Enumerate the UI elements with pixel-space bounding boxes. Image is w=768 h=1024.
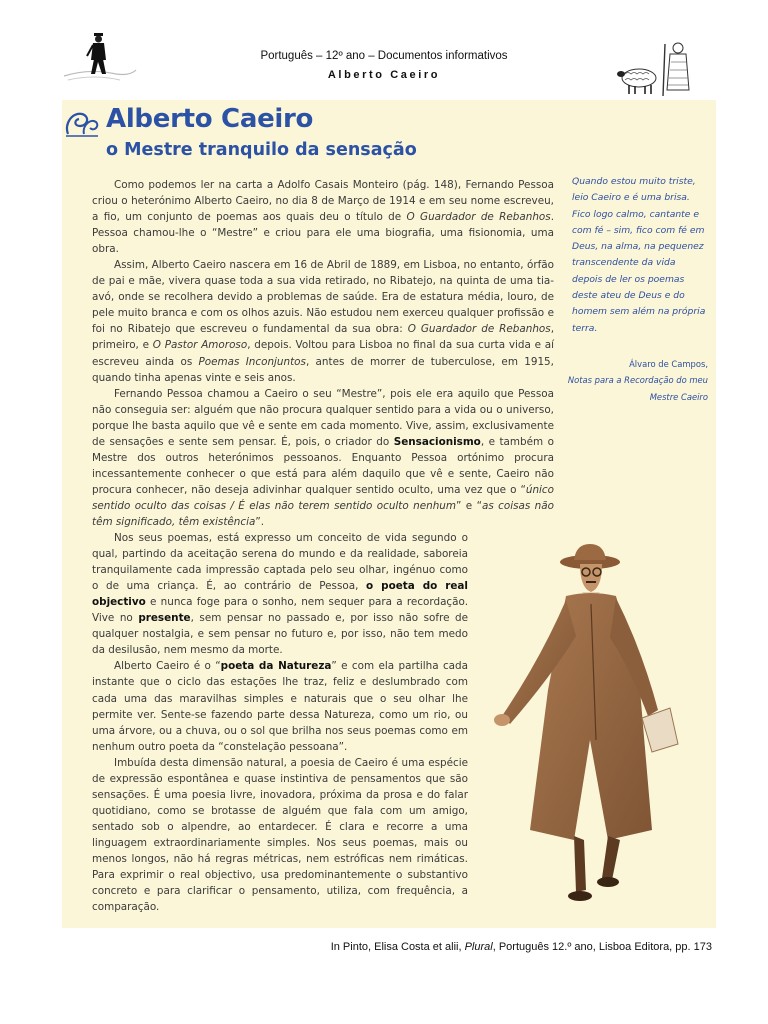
quote-attribution [562,356,708,405]
article-subtitle: o Mestre tranquilo da sensação [106,140,417,160]
paragraph-6: Imbuída desta dimensão natural, a poesia de Caeiro é uma espécie de expressão espontânea e quase instintiva de pensamentos que são sensações. É uma poesia livre, inovadora, próxima da prosa e do falar quotidiano, como se brotasse de alguém que fala com um amigo, sentado sob o alpendre, ao entardecer. É clara e recorre a uma linguagem extraordinariamente simples. Nos seus poemas, mais ou menos longos, não há regras métricas, nem estróficas nem rimáticas. Para exprimir o real objectivo, usa predominantemente o substantivo concreto e para clarificar o pensamento, utiliza, com frequência, a comparação. [92,756,468,914]
article-body [92,177,554,915]
paragraph-3: Fernando Pessoa chamou a Caeiro o seu “Mestre”, pois ele era aquilo que Pessoa não conseguia ser: alguém que não procura qualquer sentido para a vida ou o universo, porque lhe basta aquilo que vê e sente em cada momento. Vive, assim, exclusivamente de sensações e sente sem pensar. É, pois, o criador do Sensacionismo, e também o Mestre dos outros heterónimos pessoanos. Enquanto Pessoa ortónimo procura incessantemente conhecer o que está para além daquilo que vê e sente, Caeiro não procura conhecer, não deseja adivinhar qualquer sentido oculto, uma vez que o “único sentido oculto das coisas / É elas não terem sentido oculto nenhum” e “as coisas não têm significado, têm existência”. [92,387,554,528]
paragraph-2: Assim, Alberto Caeiro nascera em 16 de Abril de 1889, em Lisboa, no entanto, órfão de pai e mãe, vivera quase toda a sua vida retirado, no Ribatejo, na quinta de uma tia-avó, onde se recolhera devido a problemas de saúde. Era de estatura média, louro, de pele muito branca e com os olhos azuis. Não estudou nem exerceu qualquer profissão e foi no Ribatejo que escreveu o fundamental da sua obra: O Guardador de Rebanhos, primeiro, e O Pastor Amoroso, depois. Voltou para Lisboa no final da sua curta vida e aí escreveu ainda os Poemas Inconjuntos, antes de morrer de tuberculose, em 1915, quando tinha apenas vinte e seis anos. [92,259,554,384]
fernando-pessoa-photo [492,540,697,910]
document-header-subject: Alberto Caeiro [327,69,441,81]
decorative-ornament-icon [62,106,102,140]
paragraph-5: Alberto Caeiro é o “poeta da Natureza” e com ela partilha cada instante que o ciclo das estações lhe traz, feliz e deslumbrado com cada uma das maravilhas simples e naturais que o seu olhar lhe permite ver. Sente-se fazendo parte dessa Natureza, como um rio, ou uma árvore, ou a chuva, ou o sol que brilha nos seus poemas como em nenhum outro poeta da “constelação pessoana”. [92,660,468,753]
narrow-column [92,530,468,915]
document-header-title: Português – 12º ano – Documentos informativos [260,50,508,62]
quote-source: Notas para a Recordação do meu Mestre Caeiro [567,375,708,402]
sidebar-quote: Quando estou muito triste, leio Caeiro e é uma brisa. Fico logo calmo, cantante e com fé – sim, fico com fé em Deus, na alma, na pequenez transcendente da vida depois de ler os poemas deste ateu de Deus e do homem sem além na própria terra. [572,176,706,334]
article-title: Alberto Caeiro [106,104,314,134]
source-citation: In Pinto, Elisa Costa et alii, Plural, Português 12.º ano, Lisboa Editora, pp. 173 [330,941,712,953]
walking-man-illustration [60,30,138,92]
shepherd-sheep-illustration [615,40,700,98]
paragraph-1: Como podemos ler na carta a Adolfo Casais Monteiro (pág. 148), Fernando Pessoa criou o heterónimo Alberto Caeiro, no dia 8 de Março de 1914 e em seu nome escreveu, a fio, um conjunto de poemas aos quais deu o título de O Guardador de Rebanhos. Pessoa chamou-lhe o “Mestre” e criou para ele uma biografia, uma fisionomia, uma obra. [92,179,554,256]
article-panel [62,100,716,928]
paragraph-4: Nos seus poemas, está expresso um conceito de vida segundo o qual, partindo da aceitação serena do mundo e da realidade, saboreia tranquilamente cada impressão captada pelo seu olhar, ingénuo como o de uma criança. É, ao contrário de Pessoa, o poeta do real objectivo e nunca foge para o sonho, nem sequer para a recordação. Vive no presente, sem pensar no passado e, por isso não sofre de qualquer nostalgia, e sem pensar no futuro e, por isso, não tem medo da desilusão, nem mesmo da morte. [92,532,469,657]
quote-author: Álvaro de Campos, [629,359,708,369]
